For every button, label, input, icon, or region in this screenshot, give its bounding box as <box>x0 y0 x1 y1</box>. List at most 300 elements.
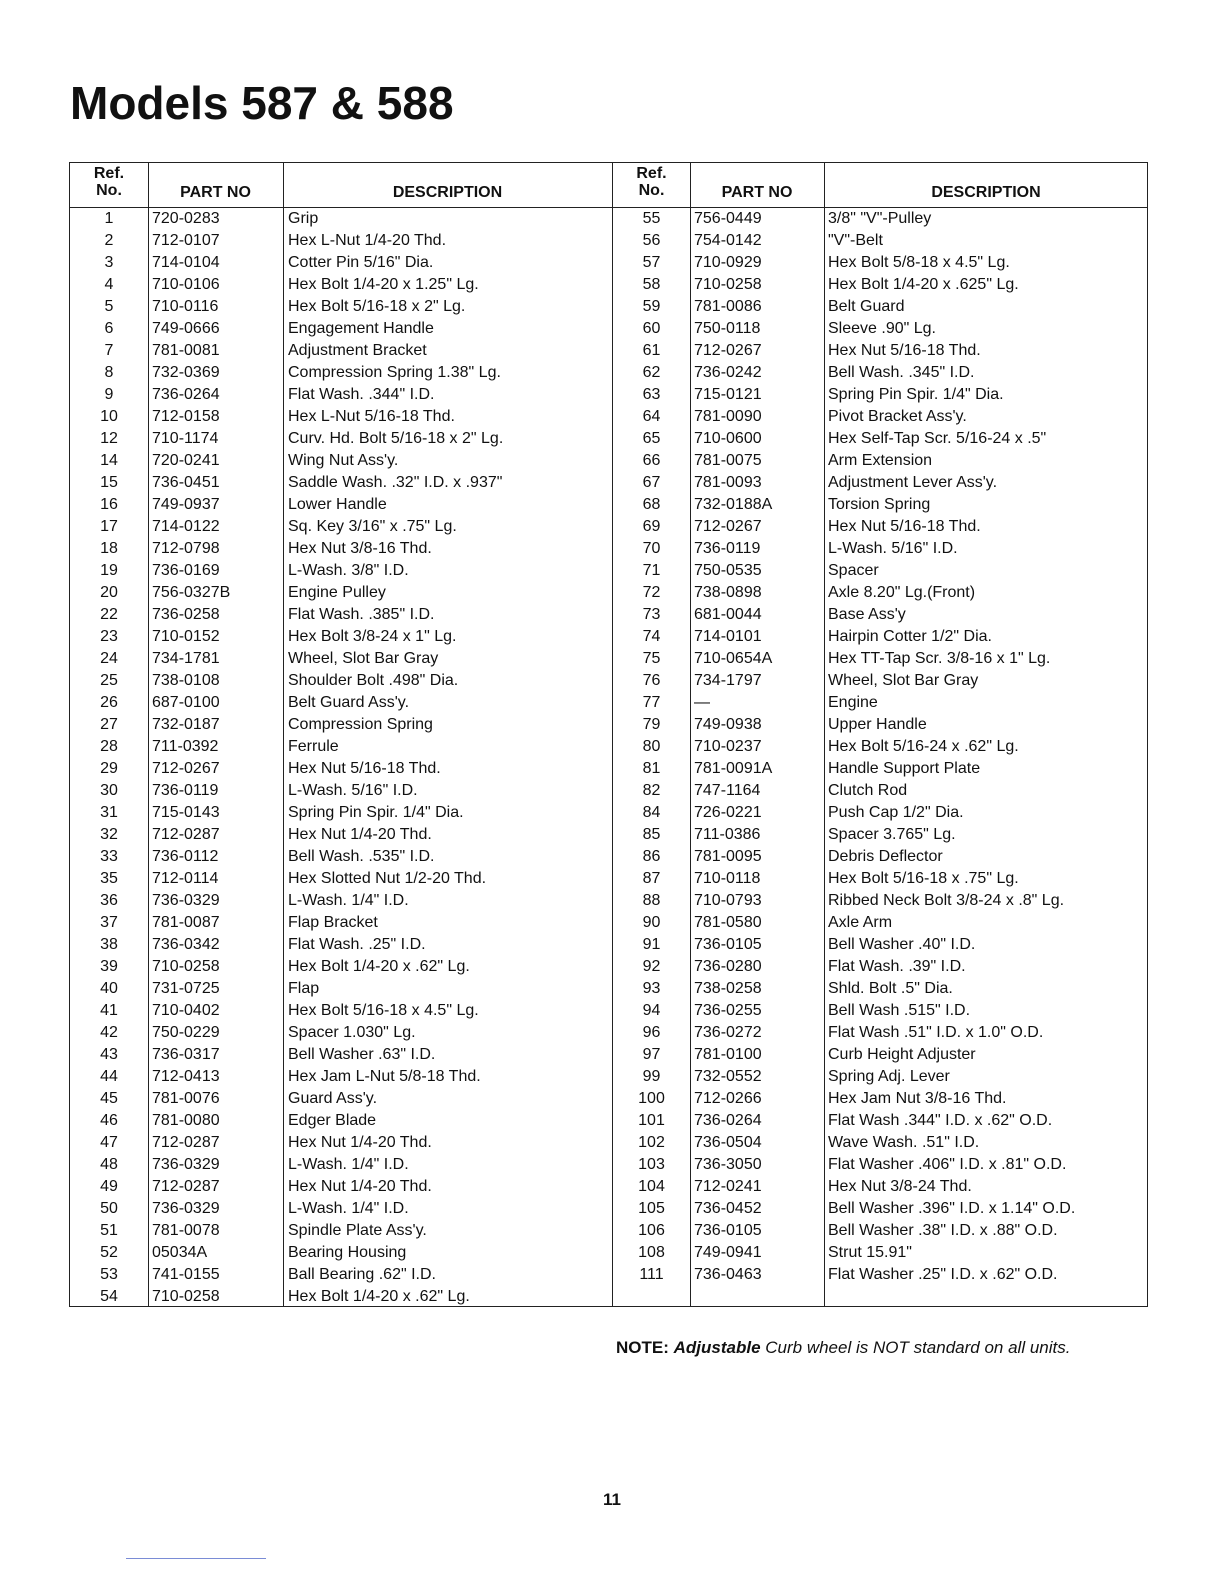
part-no: 781-0093 <box>694 474 762 491</box>
table-row <box>70 450 612 472</box>
ref-no: 54 <box>100 1288 118 1305</box>
description: 3/8" "V"-Pulley <box>828 210 932 227</box>
table-row <box>70 802 612 824</box>
part-no: 712-0267 <box>152 760 220 777</box>
header-ref-line1: Ref. <box>93 165 125 182</box>
table-row <box>613 670 1148 692</box>
ref-no: 48 <box>100 1156 118 1173</box>
part-no: 738-0258 <box>694 980 762 997</box>
ref-no: 96 <box>642 1024 661 1041</box>
table-row <box>70 758 612 780</box>
part-no: 756-0327B <box>152 584 231 601</box>
ref-no: 3 <box>104 254 114 271</box>
description: Saddle Wash. .32" I.D. x .937" <box>288 474 503 491</box>
table-row <box>613 318 1148 340</box>
table-row <box>613 824 1148 846</box>
description: Flap <box>288 980 320 997</box>
table-row <box>613 274 1148 296</box>
table-row <box>613 626 1148 648</box>
description: Hex Nut 5/16-18 Thd. <box>828 518 981 535</box>
ref-no: 73 <box>642 606 661 623</box>
ref-no: 8 <box>104 364 114 381</box>
description: Sleeve .90" Lg. <box>828 320 936 337</box>
part-no: 726-0221 <box>694 804 762 821</box>
description: Hex Nut 1/4-20 Thd. <box>288 826 432 843</box>
ref-no: 69 <box>642 518 661 535</box>
table-row <box>70 1044 612 1066</box>
part-no: 711-0386 <box>694 826 761 843</box>
description: Hex Nut 5/16-18 Thd. <box>288 760 441 777</box>
part-no: 720-0241 <box>152 452 220 469</box>
ref-no: 108 <box>638 1244 665 1261</box>
table-row <box>613 582 1148 604</box>
table-row <box>613 340 1148 362</box>
table-row <box>613 384 1148 406</box>
header-description: DESCRIPTION <box>931 184 1041 201</box>
description: L-Wash. 1/4" I.D. <box>288 892 409 909</box>
table-row <box>613 1198 1148 1220</box>
description: Strut 15.91" <box>828 1244 912 1261</box>
table-row <box>613 868 1148 890</box>
part-no: 736-0272 <box>694 1024 762 1041</box>
ref-no: 1 <box>104 210 114 227</box>
table-row <box>70 648 612 670</box>
header-ref-line2: No. <box>96 182 122 199</box>
description: Compression Spring <box>288 716 433 733</box>
ref-no: 25 <box>100 672 118 689</box>
ref-no: 23 <box>100 628 118 645</box>
part-no: — <box>694 694 710 711</box>
description: Cotter Pin 5/16" Dia. <box>288 254 434 271</box>
ref-no: 46 <box>100 1112 118 1129</box>
part-no: 712-0287 <box>152 826 220 843</box>
ref-no: 59 <box>642 298 661 315</box>
ref-no: 24 <box>100 650 118 667</box>
description: Hex Bolt 1/4-20 x .625" Lg. <box>828 276 1019 293</box>
description: Arm Extension <box>828 452 933 469</box>
part-no: 736-0504 <box>694 1134 762 1151</box>
table-header-left <box>70 163 612 208</box>
part-no: 754-0142 <box>694 232 762 249</box>
description: Flat Wash. .25" I.D. <box>288 936 426 953</box>
table-row <box>70 340 612 362</box>
table-row <box>613 1242 1148 1264</box>
ref-no: 93 <box>642 980 661 997</box>
part-no: 781-0095 <box>694 848 762 865</box>
table-row <box>70 472 612 494</box>
ref-no: 35 <box>100 870 118 887</box>
part-no: 714-0122 <box>152 518 220 535</box>
description: Spring Adj. Lever <box>828 1068 950 1085</box>
description: Spacer 1.030" Lg. <box>288 1024 416 1041</box>
description: Adjustment Lever Ass'y. <box>828 474 998 491</box>
table-row <box>70 604 612 626</box>
ref-no: 17 <box>100 518 118 535</box>
ref-no: 99 <box>642 1068 661 1085</box>
description: Axle Arm <box>828 914 893 931</box>
part-no: 736-0329 <box>152 892 220 909</box>
ref-no: 2 <box>104 232 114 249</box>
description: Edger Blade <box>288 1112 377 1129</box>
header-ref-line1: Ref. <box>636 165 667 182</box>
description: Flat Wash .344" I.D. x .62" O.D. <box>828 1112 1053 1129</box>
description: Hex Slotted Nut 1/2-20 Thd. <box>288 870 487 887</box>
part-no: 736-0242 <box>694 364 762 381</box>
table-row <box>613 604 1148 626</box>
part-no: 687-0100 <box>152 694 220 711</box>
part-no: 710-0600 <box>694 430 762 447</box>
part-no: 732-0188A <box>694 496 773 513</box>
description: Flat Washer .406" I.D. x .81" O.D. <box>828 1156 1067 1173</box>
ref-no: 44 <box>100 1068 118 1085</box>
description: Curb Height Adjuster <box>828 1046 976 1063</box>
part-no: 710-0929 <box>694 254 762 271</box>
description: Hex Bolt 1/4-20 x .62" Lg. <box>288 1288 470 1305</box>
ref-no: 12 <box>100 430 118 447</box>
ref-no: 41 <box>100 1002 118 1019</box>
table-row <box>70 208 612 230</box>
part-no: 712-0267 <box>694 342 762 359</box>
table-row <box>70 780 612 802</box>
description: Bell Wash. .535" I.D. <box>288 848 435 865</box>
table-row <box>613 1154 1148 1176</box>
table-row <box>613 736 1148 758</box>
ref-no: 47 <box>100 1134 118 1151</box>
part-no: 736-0105 <box>694 936 762 953</box>
part-no: 750-0229 <box>152 1024 220 1041</box>
ref-no: 88 <box>642 892 661 909</box>
ref-no: 77 <box>642 694 661 711</box>
part-no: 736-0451 <box>152 474 220 491</box>
ref-no: 90 <box>642 914 661 931</box>
table-row <box>613 714 1148 736</box>
part-no: 736-0264 <box>694 1112 762 1129</box>
part-no: 732-0369 <box>152 364 220 381</box>
ref-no: 49 <box>100 1178 118 1195</box>
part-no: 781-0081 <box>152 342 220 359</box>
ref-no: 101 <box>638 1112 665 1129</box>
ref-no: 72 <box>642 584 661 601</box>
table-row <box>613 1000 1148 1022</box>
table-row <box>70 274 612 296</box>
part-no: 749-0937 <box>152 496 220 513</box>
table-row <box>613 208 1148 230</box>
description: Debris Deflector <box>828 848 943 865</box>
description: Hex TT-Tap Scr. 3/8-16 x 1" Lg. <box>828 650 1051 667</box>
ref-no: 61 <box>642 342 661 359</box>
description: Belt Guard <box>828 298 905 315</box>
table-row <box>613 1110 1148 1132</box>
part-no: 732-0187 <box>152 716 220 733</box>
ref-no: 65 <box>642 430 661 447</box>
table-row <box>613 1220 1148 1242</box>
part-no: 710-0793 <box>694 892 762 909</box>
description: L-Wash. 3/8" I.D. <box>288 562 409 579</box>
ref-no: 33 <box>100 848 118 865</box>
part-no: 731-0725 <box>152 980 220 997</box>
description: Clutch Rod <box>828 782 908 799</box>
table-row <box>70 428 612 450</box>
table-row <box>70 934 612 956</box>
ref-no: 15 <box>100 474 118 491</box>
description: Hex Bolt 5/8-18 x 4.5" Lg. <box>828 254 1010 271</box>
table-row <box>70 1088 612 1110</box>
table-row <box>70 692 612 714</box>
description: L-Wash. 5/16" I.D. <box>828 540 958 557</box>
ref-no: 104 <box>638 1178 665 1195</box>
table-row <box>70 736 612 758</box>
ref-no: 27 <box>100 716 118 733</box>
description: Spacer <box>828 562 879 579</box>
description: Adjustment Bracket <box>288 342 427 359</box>
part-no: 738-0108 <box>152 672 220 689</box>
ref-no: 68 <box>642 496 661 513</box>
description: Sq. Key 3/16" x .75" Lg. <box>288 518 457 535</box>
part-no: 710-0152 <box>152 628 220 645</box>
ref-no: 39 <box>100 958 118 975</box>
part-no: 712-0287 <box>152 1178 220 1195</box>
part-no: 750-0118 <box>694 320 761 337</box>
description: Base Ass'y <box>828 606 906 623</box>
ref-no: 31 <box>100 804 118 821</box>
description: Engine <box>828 694 878 711</box>
ref-no: 87 <box>642 870 661 887</box>
part-no: 710-0116 <box>152 298 219 315</box>
part-no: 714-0101 <box>694 628 762 645</box>
table-row <box>613 450 1148 472</box>
ref-no: 30 <box>100 782 118 799</box>
ref-no: 5 <box>104 298 114 315</box>
ref-no: 70 <box>642 540 661 557</box>
part-no: 781-0091A <box>694 760 773 777</box>
ref-no: 19 <box>100 562 118 579</box>
part-no: 710-0106 <box>152 276 220 293</box>
description: Axle 8.20" Lg.(Front) <box>828 584 976 601</box>
part-no: 681-0044 <box>694 606 762 623</box>
table-row <box>613 1022 1148 1044</box>
table-row <box>613 1132 1148 1154</box>
ref-no: 76 <box>642 672 661 689</box>
description: Push Cap 1/2" Dia. <box>828 804 964 821</box>
ref-no: 106 <box>638 1222 665 1239</box>
description: L-Wash. 1/4" I.D. <box>288 1156 409 1173</box>
table-row <box>70 318 612 340</box>
ref-no: 43 <box>100 1046 118 1063</box>
description: Handle Support Plate <box>828 760 981 777</box>
description: Bearing Housing <box>288 1244 407 1261</box>
part-no: 05034A <box>152 1244 208 1261</box>
description: Upper Handle <box>828 716 927 733</box>
table-row <box>613 1176 1148 1198</box>
table-row <box>613 758 1148 780</box>
part-no: 712-0266 <box>694 1090 762 1107</box>
table-row <box>613 934 1148 956</box>
part-no: 736-0342 <box>152 936 220 953</box>
description: Hex Bolt 5/16-18 x 4.5" Lg. <box>288 1002 479 1019</box>
table-row <box>613 1044 1148 1066</box>
description: Belt Guard Ass'y. <box>288 694 410 711</box>
ref-no: 71 <box>642 562 661 579</box>
ref-no: 20 <box>100 584 118 601</box>
description: Grip <box>288 210 319 227</box>
ref-no: 37 <box>100 914 118 931</box>
part-no: 712-0267 <box>694 518 762 535</box>
table-row <box>613 1264 1148 1286</box>
part-no: 710-0258 <box>152 1288 220 1305</box>
part-no: 736-0264 <box>152 386 220 403</box>
part-no: 715-0121 <box>694 386 762 403</box>
table-row <box>70 1000 612 1022</box>
part-no: 736-0463 <box>694 1266 762 1283</box>
table-row <box>70 362 612 384</box>
table-row <box>70 956 612 978</box>
table-row <box>70 1220 612 1242</box>
ref-no: 22 <box>100 606 118 623</box>
part-no: 712-0158 <box>152 408 220 425</box>
ref-no: 50 <box>100 1200 118 1217</box>
header-ref-line2: No. <box>638 182 665 199</box>
table-row <box>613 956 1148 978</box>
part-no: 781-0100 <box>694 1046 762 1063</box>
description: Bell Washer .40" I.D. <box>828 936 976 953</box>
table-row <box>70 626 612 648</box>
part-no: 712-0114 <box>152 870 219 887</box>
ref-no: 62 <box>642 364 661 381</box>
part-no: 781-0076 <box>152 1090 220 1107</box>
description: Bell Washer .63" I.D. <box>288 1046 436 1063</box>
part-no: 756-0449 <box>694 210 762 227</box>
part-no: 781-0087 <box>152 914 220 931</box>
ref-no: 7 <box>104 342 114 359</box>
description: L-Wash. 1/4" I.D. <box>288 1200 409 1217</box>
table-row <box>70 978 612 1000</box>
table-row <box>613 560 1148 582</box>
table-row <box>70 1264 612 1286</box>
part-no: 736-0112 <box>152 848 219 865</box>
ref-no: 36 <box>100 892 118 909</box>
description: Hex Nut 3/8-24 Thd. <box>828 1178 972 1195</box>
table-row <box>613 230 1148 252</box>
part-no: 736-0280 <box>694 958 762 975</box>
header-part-no: PART NO <box>180 184 251 201</box>
ref-no: 58 <box>642 276 661 293</box>
table-row <box>70 1110 612 1132</box>
table-row <box>70 582 612 604</box>
description: Wheel, Slot Bar Gray <box>288 650 439 667</box>
part-no: 749-0938 <box>694 716 762 733</box>
table-row <box>70 1198 612 1220</box>
ref-no: 102 <box>638 1134 665 1151</box>
description: Spring Pin Spir. 1/4" Dia. <box>288 804 464 821</box>
part-no: 710-0402 <box>152 1002 220 1019</box>
table-row <box>70 1022 612 1044</box>
part-no: 736-0317 <box>152 1046 220 1063</box>
part-no: 710-0654A <box>694 650 773 667</box>
table-row <box>70 1066 612 1088</box>
ref-no: 4 <box>104 276 114 293</box>
table-row <box>613 1066 1148 1088</box>
table-row <box>70 1242 612 1264</box>
part-no: 734-1781 <box>152 650 220 667</box>
description: Flat Wash .51" I.D. x 1.0" O.D. <box>828 1024 1044 1041</box>
description: Ball Bearing .62" I.D. <box>288 1266 436 1283</box>
part-no: 749-0941 <box>694 1244 762 1261</box>
part-no: 720-0283 <box>152 210 220 227</box>
description: Hex Bolt 1/4-20 x 1.25" Lg. <box>288 276 479 293</box>
description: Hairpin Cotter 1/2" Dia. <box>828 628 992 645</box>
description: Flat Wash. .344" I.D. <box>288 386 435 403</box>
ref-no: 63 <box>642 386 661 403</box>
description: Wing Nut Ass'y. <box>288 452 399 469</box>
part-no: 749-0666 <box>152 320 220 337</box>
ref-no: 9 <box>104 386 114 403</box>
table-row <box>70 670 612 692</box>
description: Flap Bracket <box>288 914 378 931</box>
ref-no: 42 <box>100 1024 118 1041</box>
part-no: 710-0258 <box>694 276 762 293</box>
part-no: 736-0452 <box>694 1200 762 1217</box>
description: Lower Handle <box>288 496 387 513</box>
table-row <box>613 362 1148 384</box>
part-no: 736-0119 <box>152 782 219 799</box>
ref-no: 60 <box>642 320 661 337</box>
table-row <box>613 428 1148 450</box>
description: Ribbed Neck Bolt 3/8-24 x .8" Lg. <box>828 892 1065 909</box>
ref-no: 94 <box>642 1002 661 1019</box>
description: "V"-Belt <box>828 232 883 249</box>
page-number: 11 <box>603 1490 621 1509</box>
table-row <box>70 890 612 912</box>
table-row <box>613 538 1148 560</box>
table-row <box>613 692 1148 714</box>
part-no: 736-0329 <box>152 1156 220 1173</box>
description: Bell Washer .396" I.D. x 1.14" O.D. <box>828 1200 1076 1217</box>
part-no: 710-0118 <box>694 870 761 887</box>
ref-no: 57 <box>642 254 661 271</box>
ref-no: 51 <box>100 1222 118 1239</box>
part-no: 736-0119 <box>694 540 761 557</box>
description: Compression Spring 1.38" Lg. <box>288 364 501 381</box>
table-row <box>70 846 612 868</box>
description: Wave Wash. .51" I.D. <box>828 1134 980 1151</box>
table-row <box>70 912 612 934</box>
ref-no: 26 <box>100 694 118 711</box>
ref-no: 105 <box>638 1200 665 1217</box>
description: L-Wash. 5/16" I.D. <box>288 782 418 799</box>
description: Ferrule <box>288 738 339 755</box>
ref-no: 64 <box>642 408 661 425</box>
description: Bell Wash .515" I.D. <box>828 1002 971 1019</box>
ref-no: 16 <box>100 496 118 513</box>
note-bold-word: Adjustable <box>673 1338 761 1357</box>
description: Shoulder Bolt .498" Dia. <box>288 672 459 689</box>
rows-left <box>70 208 612 1308</box>
part-no: 736-0105 <box>694 1222 762 1239</box>
ref-no: 29 <box>100 760 118 777</box>
table-row <box>613 472 1148 494</box>
table-row <box>613 802 1148 824</box>
description: Hex Nut 1/4-20 Thd. <box>288 1178 432 1195</box>
ref-no: 85 <box>642 826 661 843</box>
description: Hex Nut 3/8-16 Thd. <box>288 540 432 557</box>
ref-no: 86 <box>642 848 661 865</box>
description: Hex Bolt 5/16-24 x .62" Lg. <box>828 738 1019 755</box>
description: Spacer 3.765" Lg. <box>828 826 956 843</box>
description: Hex Nut 1/4-20 Thd. <box>288 1134 432 1151</box>
ref-no: 45 <box>100 1090 118 1107</box>
header-ref <box>613 165 690 199</box>
ref-no: 40 <box>100 980 118 997</box>
